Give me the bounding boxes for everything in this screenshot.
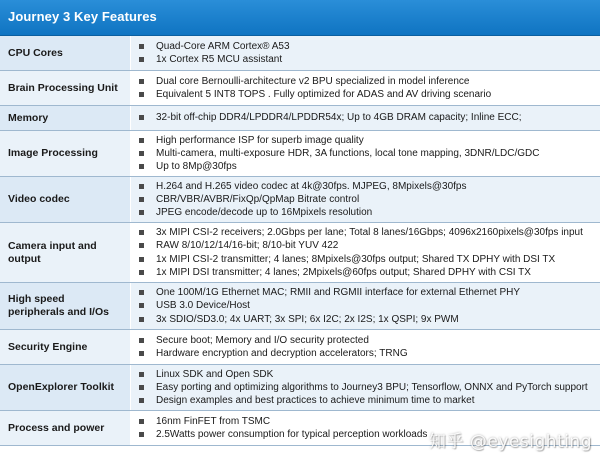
list-item (139, 180, 596, 193)
item-text: 3x MIPI CSI-2 receivers; 2.0Gbps per lane; Total 8 lanes/16Gbps; 4096x2160pixels@30fps input (156, 227, 583, 239)
item-text: Up to 8Mp@30fps (156, 161, 237, 173)
table-row (0, 106, 600, 131)
bullet-icon (139, 180, 146, 193)
feature-cell (0, 106, 131, 130)
bullet-icon (139, 415, 146, 428)
bullet-icon (139, 147, 146, 160)
feature-label-video-codec: Video codec (8, 193, 70, 205)
description-cell (131, 106, 600, 130)
item-text: USB 3.0 Device/Host (156, 300, 250, 312)
bullet-icon (139, 266, 146, 279)
feature-cell (0, 131, 131, 176)
feature-cell (0, 36, 131, 70)
bullet-icon (139, 313, 146, 326)
description-cell (131, 131, 600, 176)
table-row (0, 131, 600, 177)
list-item (139, 313, 596, 326)
description-cell (131, 71, 600, 105)
description-cell (131, 365, 600, 410)
item-text: 16nm FinFET from TSMC (156, 415, 271, 427)
list-item (139, 381, 596, 394)
description-cell (131, 283, 600, 329)
item-text: Equivalent 5 INT8 TOPS . Fully optimized for ADAS and AV driving scenario (156, 89, 492, 100)
table-row (0, 330, 600, 365)
list-item (139, 134, 596, 147)
bullet-icon (139, 111, 146, 124)
bullet-icon (139, 334, 146, 347)
item-text: CBR/VBR/AVBR/FixQp/QpMap Bitrate control (156, 193, 360, 205)
list-item (139, 193, 596, 206)
list-item (139, 347, 596, 360)
feature-cell (0, 365, 131, 410)
item-text: Linux SDK and Open SDK (156, 368, 274, 380)
description-cell (131, 330, 600, 364)
feature-cell (0, 330, 131, 364)
bullet-icon (139, 253, 146, 266)
item-text: Design examples and best practices to achieve minimum time to market (156, 395, 475, 407)
bullet-icon (139, 299, 146, 312)
list-item (139, 111, 596, 124)
item-text: H.264 and H.265 video codec at 4k@30fps. MJPEG, 8Mpixels@30fps (156, 180, 467, 192)
bullet-icon (139, 206, 146, 219)
table-row (0, 71, 600, 106)
bullet-icon (139, 193, 146, 206)
bullet-icon (139, 53, 146, 66)
item-text: One 100M/1G Ethernet MAC; RMII and RGMII interface for external Ethernet PHY (156, 287, 521, 299)
list-item (139, 88, 596, 101)
bullet-icon (139, 286, 146, 299)
item-text: 1x Cortex R5 MCU assistant (156, 54, 283, 65)
item-text: Quad-Core ARM Cortex® A53 (156, 40, 290, 52)
item-text: Hardware encryption and decryption accelerators; TRNG (156, 348, 408, 359)
item-text: JPEG encode/decode up to 16Mpixels resolution (156, 207, 373, 219)
list-item (139, 147, 596, 160)
feature-label-bpu: Brain Processing Unit (8, 81, 118, 94)
item-text: 3x SDIO/SD3.0; 4x UART; 3x SPI; 6x I2C; 2x I2S; 1x QSPI; 9x PWM (156, 313, 459, 325)
feature-table (0, 36, 600, 446)
table-row (0, 223, 600, 283)
feature-label-image-processing: Image Processing (8, 147, 98, 159)
table-row (0, 283, 600, 330)
item-text: Easy porting and optimizing algorithms to Journey3 BPU; Tensorflow, ONNX and PyTorch support (156, 381, 588, 393)
slide-title: Journey 3 Key Features (8, 9, 157, 24)
bullet-icon (139, 394, 146, 407)
list-item (139, 75, 596, 88)
item-text: High performance ISP for superb image quality (156, 134, 364, 146)
list-item (139, 286, 596, 299)
feature-cell (0, 411, 131, 445)
list-item (139, 226, 596, 239)
item-text: Dual core Bernoulli-architecture v2 BPU specialized in model inference (156, 75, 470, 87)
feature-label-memory: Memory (8, 111, 49, 124)
list-item (139, 253, 596, 266)
item-text: 2.5Watts power consumption for typical perception workloads (156, 429, 428, 440)
list-item (139, 368, 596, 381)
feature-label-openexplorer: OpenExplorer Toolkit (8, 381, 114, 393)
watermark-text: 知乎 @eyesighting (429, 432, 592, 452)
bullet-icon (139, 239, 146, 252)
list-item (139, 334, 596, 347)
feature-label-camera-io: Camera input and output (8, 239, 97, 265)
item-text: 1x MIPI CSI-2 transmitter; 4 lanes; 8Mpixels@30fps output; Shared TX DPHY with DSI TX (156, 253, 556, 265)
bullet-icon (139, 88, 146, 101)
bullet-icon (139, 75, 146, 88)
item-text: Multi-camera, multi-exposure HDR, 3A functions, local tone mapping, 3DNR/LDC/GDC (156, 147, 540, 159)
item-text: 32-bit off-chip DDR4/LPDDR4/LPDDR54x; Up to 4GB DRAM capacity; Inline ECC; (156, 112, 522, 124)
bullet-icon (139, 40, 146, 53)
description-cell (131, 177, 600, 222)
list-item (139, 160, 596, 173)
bullet-icon (139, 160, 146, 173)
list-item (139, 53, 596, 66)
item-text: Secure boot; Memory and I/O security protected (156, 334, 369, 346)
title-bar (0, 0, 600, 36)
bullet-icon (139, 134, 146, 147)
bullet-icon (139, 368, 146, 381)
feature-cell (0, 223, 131, 282)
feature-label-security: Security Engine (8, 340, 88, 353)
item-text: RAW 8/10/12/14/16-bit; 8/10-bit YUV 422 (156, 240, 339, 252)
list-item (139, 40, 596, 53)
table-row (0, 177, 600, 223)
feature-cell (0, 283, 131, 329)
feature-cell (0, 177, 131, 222)
item-text: 1x MIPI DSI transmitter; 4 lanes; 2Mpixels@60fps output; Shared DPHY with CSI TX (156, 266, 531, 278)
list-item (139, 239, 596, 252)
bullet-icon (139, 347, 146, 360)
list-item (139, 266, 596, 279)
list-item (139, 206, 596, 219)
feature-label-process-power: Process and power (8, 421, 105, 434)
list-item (139, 299, 596, 312)
description-cell (131, 36, 600, 70)
table-row (0, 36, 600, 71)
feature-cell (0, 71, 131, 105)
bullet-icon (139, 226, 146, 239)
list-item (139, 394, 596, 407)
description-cell (131, 223, 600, 282)
bullet-icon (139, 428, 146, 441)
bullet-icon (139, 381, 146, 394)
feature-label-peripherals: High speed peripherals and I/Os (8, 293, 109, 318)
feature-label-cpu-cores: CPU Cores (8, 46, 63, 59)
table-row (0, 365, 600, 411)
